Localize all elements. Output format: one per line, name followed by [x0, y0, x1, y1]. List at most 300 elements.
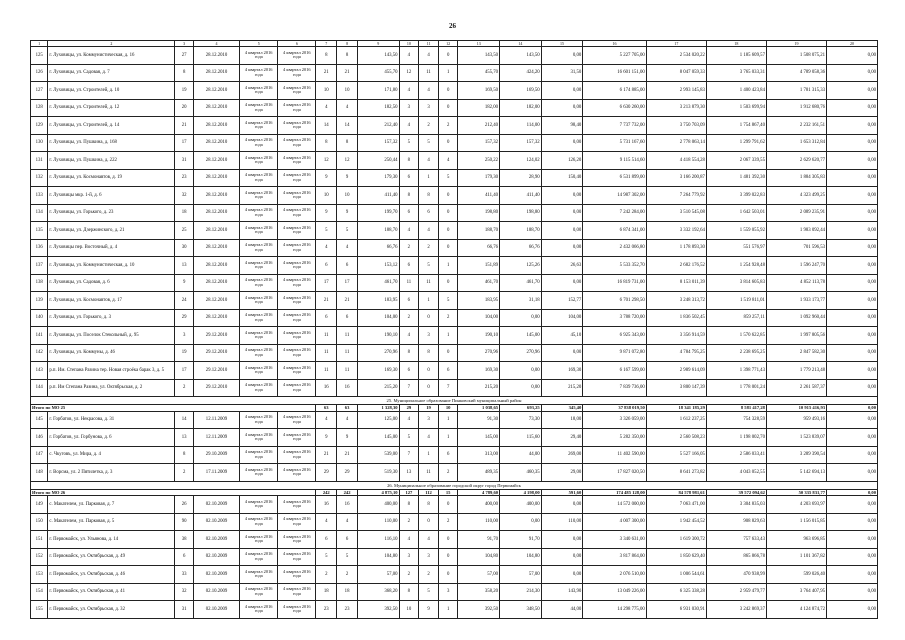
table-cell: 02.10.2009	[193, 583, 239, 601]
table-cell: 9	[337, 204, 358, 222]
table-cell: 8	[399, 187, 419, 205]
table-cell: 0,00	[827, 362, 878, 380]
address-cell: г. Луховицы мкр. 1-й, д. 6	[48, 187, 175, 205]
table-cell: 4 007 300,00	[583, 513, 647, 531]
table-cell: 2 560 508,23	[646, 429, 706, 447]
table-cell: 5	[419, 134, 439, 152]
table-cell: 143,50	[357, 47, 399, 65]
table-cell: 0,00	[827, 274, 878, 292]
table-cell: 4 квартал 2016 года	[240, 446, 278, 464]
table-cell: 8	[419, 187, 439, 205]
table-cell: 0,00	[827, 169, 878, 187]
column-number-cell: 8	[337, 41, 358, 47]
subtotal-cell: 10	[438, 405, 458, 412]
table-cell: 3	[438, 583, 458, 601]
column-number-cell: 7	[316, 41, 337, 47]
table-cell: 21	[316, 292, 337, 310]
table-cell: 125	[31, 47, 48, 65]
table-cell: 0,00	[500, 379, 542, 397]
table-cell: 134	[31, 204, 48, 222]
table-row	[31, 274, 878, 292]
table-cell: 6	[175, 548, 193, 566]
column-number-cell: 14	[500, 41, 542, 47]
table-cell: 1	[438, 64, 458, 82]
table-cell: 4 квартал 2016 года	[240, 64, 278, 82]
table-cell: 4 квартал 2016 года	[240, 169, 278, 187]
table-cell: 169,50	[500, 82, 542, 100]
table-cell: 5	[419, 257, 439, 275]
address-cell: с. Макателем, ул. Парковая, д. 7	[48, 496, 175, 514]
table-cell: 0,00	[827, 379, 878, 397]
table-cell: 757 633,43	[706, 531, 766, 549]
table-cell: 8	[316, 47, 337, 65]
subtotal-cell: 18 341 185,29	[646, 405, 706, 412]
table-cell: 149	[31, 496, 48, 514]
table-cell: 3 788 720,00	[583, 309, 647, 327]
table-cell: 4 квартал 2016 года	[240, 309, 278, 327]
table-cell: 5	[337, 548, 358, 566]
table-cell: 0	[438, 239, 458, 257]
table-cell: 0,00	[827, 152, 878, 170]
table-cell: 150,40	[541, 169, 583, 187]
table-row	[31, 152, 878, 170]
table-cell: 18	[175, 204, 193, 222]
table-cell: 4 квартал 2016 года	[240, 239, 278, 257]
table-cell: 1 508 075,21	[766, 47, 826, 65]
table-cell: 7 242 284,00	[583, 204, 647, 222]
table-cell: 141	[31, 327, 48, 345]
table-cell: 4 418 554,28	[646, 152, 706, 170]
table-cell: 0,00	[827, 117, 878, 135]
table-cell: 17 827 020,50	[583, 464, 647, 482]
table-cell: 0,00	[541, 344, 583, 362]
table-cell: 151,89	[458, 257, 500, 275]
table-cell: 8	[399, 152, 419, 170]
table-cell: 19	[175, 344, 193, 362]
table-cell: 8 047 059,33	[646, 64, 706, 82]
table-cell: 4 квартал 2016 года	[278, 379, 316, 397]
table-cell: 91,30	[458, 411, 500, 429]
table-cell: 4 квартал 2016 года	[278, 583, 316, 601]
table-cell: 28.12.2010	[193, 99, 239, 117]
table-cell: 0	[438, 134, 458, 152]
table-row	[31, 583, 878, 601]
table-cell: 29	[316, 464, 337, 482]
table-cell: 38	[175, 531, 193, 549]
table-cell: 7 063 471,00	[646, 496, 706, 514]
table-cell: 4 квартал 2016 года	[278, 274, 316, 292]
table-cell: 2 232 161,51	[766, 117, 826, 135]
table-cell: 400,00	[357, 496, 399, 514]
table-cell: 57,00	[357, 566, 399, 584]
table-cell: 0	[438, 531, 458, 549]
table-cell: 4 квартал 2016 года	[278, 257, 316, 275]
table-cell: 4 323 499,25	[766, 187, 826, 205]
table-cell: 18	[337, 583, 358, 601]
table-cell: 11	[337, 344, 358, 362]
table-cell: 0	[419, 309, 439, 327]
table-cell: 4 квартал 2016 года	[278, 152, 316, 170]
register-table	[30, 40, 878, 619]
table-cell: 145	[31, 411, 48, 429]
table-row	[31, 222, 878, 240]
table-cell: 4 квартал 2016 года	[240, 464, 278, 482]
table-cell: 169,30	[458, 362, 500, 380]
table-cell: 1 884 305,83	[766, 169, 826, 187]
table-row	[31, 601, 878, 619]
address-cell: с. Чкуговъ, ул. Мира, д. 4	[48, 446, 175, 464]
table-row	[31, 548, 878, 566]
table-cell: 2 847 582,30	[766, 344, 826, 362]
subtotal-cell: 693,25	[500, 405, 542, 412]
table-cell: 4	[399, 47, 419, 65]
table-row	[31, 446, 878, 464]
table-cell: 12.11.2009	[193, 411, 239, 429]
table-row	[31, 531, 878, 549]
table-cell: 11	[337, 362, 358, 380]
table-row	[31, 362, 878, 380]
table-cell: 190,10	[357, 327, 399, 345]
table-cell: 0,00	[827, 496, 878, 514]
table-cell: 6 174 885,00	[583, 82, 647, 100]
table-cell: 5	[316, 548, 337, 566]
table-cell: 1	[438, 257, 458, 275]
section-heading: 25. Муниципальное образование Пинковский муниципальный район	[31, 397, 878, 405]
column-number-cell: 13	[458, 41, 500, 47]
table-cell: 9	[337, 429, 358, 447]
table-cell: 519,30	[357, 464, 399, 482]
address-cell: с. Макателем, ул. Парковая, д. 5	[48, 513, 175, 531]
table-cell: 1 596 247,70	[766, 257, 826, 275]
table-cell: 125,26	[500, 257, 542, 275]
table-cell: 599 026,40	[766, 566, 826, 584]
subtotal-cell: 29	[399, 405, 419, 412]
table-cell: 132	[31, 169, 48, 187]
address-cell: г. Луховицы, ул. Строителей, д. 14	[48, 117, 175, 135]
table-cell: 8 641 273,82	[646, 464, 706, 482]
address-cell: г. Луховицы, ул. Садовая, д. 6	[48, 274, 175, 292]
table-cell: 4 квартал 2016 года	[278, 601, 316, 619]
table-cell: 182,50	[357, 99, 399, 117]
table-cell: 4 квартал 2016 года	[278, 344, 316, 362]
column-number-cell: 19	[766, 41, 826, 47]
table-cell: 14 987 302,00	[583, 187, 647, 205]
table-cell: 14 572 000,00	[583, 496, 647, 514]
table-cell: 188,70	[357, 222, 399, 240]
column-number-cell: 15	[541, 41, 583, 47]
table-cell: 865 866,78	[706, 548, 766, 566]
table-cell: 126,20	[541, 152, 583, 170]
table-cell: 2	[175, 379, 193, 397]
table-cell: 1 398 771,43	[706, 362, 766, 380]
table-cell: 171,80	[357, 82, 399, 100]
table-cell: 11	[316, 327, 337, 345]
table-cell: 470 938,99	[706, 566, 766, 584]
table-cell: 31	[175, 152, 193, 170]
table-cell: 4 квартал 2016 года	[278, 464, 316, 482]
table-cell: 9	[337, 169, 358, 187]
table-cell: 0	[438, 496, 458, 514]
table-cell: 28.12.2010	[193, 292, 239, 310]
table-cell: 0,00	[827, 344, 878, 362]
table-cell: 127	[31, 82, 48, 100]
table-cell: 33	[175, 566, 193, 584]
table-cell: 392,50	[357, 601, 399, 619]
table-cell: 4 квартал 2016 года	[240, 82, 278, 100]
table-cell: 183,95	[357, 292, 399, 310]
table-cell: 3	[175, 327, 193, 345]
table-cell: 14	[337, 117, 358, 135]
table-cell: 8	[399, 344, 419, 362]
section-heading: 26. Муниципальное образование городской округ город Первомайск	[31, 481, 878, 489]
subtotal-cell: 242	[316, 489, 337, 496]
address-cell: г. Луховицы, ул. Дзержинского, д. 21	[48, 222, 175, 240]
table-cell: 21	[316, 446, 337, 464]
table-cell: 13	[399, 464, 419, 482]
table-cell: 0,00	[541, 548, 583, 566]
table-cell: 143	[31, 362, 48, 380]
table-cell: 145,00	[500, 327, 542, 345]
table-cell: 44,00	[541, 601, 583, 619]
table-cell: 2	[399, 513, 419, 531]
address-cell: г. Первомайск, ул. Октябрьская, д. 41	[48, 583, 175, 601]
table-cell: 0,00	[827, 134, 878, 152]
subtotal-cell: 4 875,10	[357, 489, 399, 496]
table-cell: 23	[175, 169, 193, 187]
subtotal-cell: 37 838 019,50	[583, 405, 647, 412]
table-cell: 0,00	[827, 99, 878, 117]
table-cell: 0,00	[827, 531, 878, 549]
table-cell: 25	[175, 222, 193, 240]
table-cell: 150	[31, 513, 48, 531]
table-cell: 959 493,16	[766, 411, 826, 429]
table-cell: 2	[438, 464, 458, 482]
table-cell: 125,00	[357, 411, 399, 429]
table-cell: 2 067 339,55	[706, 152, 766, 170]
table-cell: 9 871 072,80	[583, 344, 647, 362]
column-number-cell: 16	[583, 41, 647, 47]
table-cell: 2 629 620,77	[766, 152, 826, 170]
table-cell: 4	[399, 82, 419, 100]
table-cell: 4 043 052,55	[706, 464, 766, 482]
table-cell: 0,00	[541, 82, 583, 100]
table-cell: 460,35	[500, 464, 542, 482]
table-cell: 0,00	[541, 531, 583, 549]
table-cell: 1 559 055,92	[706, 222, 766, 240]
table-cell: 7 737 732,00	[583, 117, 647, 135]
table-cell: 0,00	[541, 187, 583, 205]
table-cell: 11	[399, 274, 419, 292]
table-cell: 151	[31, 531, 48, 549]
table-cell: 4 квартал 2016 года	[240, 222, 278, 240]
table-cell: 1 006 544,61	[646, 566, 706, 584]
table-cell: 11	[419, 274, 439, 292]
table-cell: 16 601 151,00	[583, 64, 647, 82]
address-cell: г. Луховицы пер. Восточный, д. 4	[48, 239, 175, 257]
table-cell: 29.10.2009	[193, 446, 239, 464]
table-cell: 23	[316, 601, 337, 619]
table-cell: 4 квартал 2016 года	[240, 187, 278, 205]
table-cell: 4	[316, 513, 337, 531]
table-cell: 0,00	[827, 464, 878, 482]
address-cell: г. Ворсма, ул. 2 Пятилетка, д. 3	[48, 464, 175, 482]
table-cell: 104,80	[458, 548, 500, 566]
table-cell: 0,00	[827, 239, 878, 257]
table-cell: 31	[175, 601, 193, 619]
table-cell: 0	[438, 99, 458, 117]
address-cell: г. Луховицы, ул. Пушкина, д. 168	[48, 134, 175, 152]
table-cell: 754 328,59	[706, 411, 766, 429]
table-cell: 1	[419, 446, 439, 464]
table-cell: 2	[399, 239, 419, 257]
table-cell: 3	[399, 99, 419, 117]
table-cell: 368,20	[357, 583, 399, 601]
table-cell: 4	[316, 411, 337, 429]
table-cell: 0	[419, 362, 439, 380]
table-cell: 57,00	[458, 566, 500, 584]
table-cell: 0,00	[541, 134, 583, 152]
table-cell: 4 квартал 2016 года	[240, 274, 278, 292]
table-cell: 179,30	[357, 169, 399, 187]
table-cell: 4	[419, 429, 439, 447]
table-cell: 24	[175, 292, 193, 310]
table-cell: 11	[419, 464, 439, 482]
table-cell: 0	[438, 47, 458, 65]
table-cell: 1	[438, 601, 458, 619]
subtotal-cell: 1 328,30	[357, 405, 399, 412]
table-cell: 4 квартал 2016 года	[278, 327, 316, 345]
table-cell: 3	[419, 99, 439, 117]
table-cell: 32	[175, 583, 193, 601]
table-cell: 4 квартал 2016 года	[278, 362, 316, 380]
table-cell: 4 квартал 2016 года	[240, 47, 278, 65]
table-cell: 114,00	[500, 117, 542, 135]
table-cell: 0,00	[827, 47, 878, 65]
table-cell: 4	[337, 239, 358, 257]
table-cell: 1 619 300,72	[646, 531, 706, 549]
table-cell: 12	[337, 152, 358, 170]
table-cell: 3 332 192,64	[646, 222, 706, 240]
table-cell: 6 874 341,00	[583, 222, 647, 240]
table-cell: 190,10	[458, 327, 500, 345]
table-cell: 2	[419, 566, 439, 584]
table-cell: 157,32	[458, 134, 500, 152]
table-cell: 1 254 928,48	[706, 257, 766, 275]
table-cell: 5	[337, 222, 358, 240]
table-cell: 16	[316, 496, 337, 514]
table-cell: 7	[399, 446, 419, 464]
table-cell: 270,96	[500, 344, 542, 362]
table-cell: 2	[399, 309, 419, 327]
table-cell: 4 квартал 2016 года	[240, 344, 278, 362]
table-cell: 4 203 693,97	[766, 496, 826, 514]
table-cell: 6 931 030,91	[646, 601, 706, 619]
subtotal-cell: 0,00	[827, 489, 878, 496]
table-cell: 8	[399, 583, 419, 601]
table-cell: 104,00	[357, 309, 399, 327]
table-cell: 3 510 545,08	[646, 204, 706, 222]
table-cell: 4 789 058,36	[766, 64, 826, 82]
table-cell: 2	[419, 117, 439, 135]
table-cell: 4	[399, 531, 419, 549]
subtotal-cell: 50 335 831,77	[766, 489, 826, 496]
table-cell: 400,00	[458, 496, 500, 514]
subtotal-cell: 39 572 094,62	[706, 489, 766, 496]
table-cell: 3	[399, 548, 419, 566]
address-cell: г. Луховицы, ул. Космонавтов, д. 17	[48, 292, 175, 310]
table-cell: 4 квартал 2016 года	[278, 82, 316, 100]
table-cell: 198,80	[500, 204, 542, 222]
table-cell: 4 квартал 2016 года	[240, 362, 278, 380]
table-cell: 0,00	[827, 566, 878, 584]
table-cell: 11	[337, 327, 358, 345]
table-row	[31, 64, 878, 82]
table-cell: 17.11.2009	[193, 464, 239, 482]
table-cell: 28.12.2010	[193, 117, 239, 135]
table-row	[31, 117, 878, 135]
table-cell: 2 238 695,25	[706, 344, 766, 362]
table-cell: 28.12.2010	[193, 47, 239, 65]
table-cell: 2	[438, 309, 458, 327]
table-cell: 212,40	[357, 117, 399, 135]
table-cell: 138	[31, 274, 48, 292]
table-cell: 2	[175, 464, 193, 482]
table-cell: 4	[337, 411, 358, 429]
table-cell: 5	[438, 292, 458, 310]
table-cell: 11	[316, 362, 337, 380]
table-cell: 6	[399, 204, 419, 222]
table-cell: 0	[438, 344, 458, 362]
table-cell: 147	[31, 446, 48, 464]
table-cell: 29.12.2010	[193, 379, 239, 397]
table-cell: 1 942 454,52	[646, 513, 706, 531]
table-cell: 3 750 703,09	[646, 117, 706, 135]
table-cell: 0	[438, 548, 458, 566]
table-cell: 1 178 893,30	[646, 239, 706, 257]
table-cell: 6	[316, 257, 337, 275]
table-cell: 6 630 260,00	[583, 99, 647, 117]
table-cell: 4	[419, 152, 439, 170]
table-cell: 0,00	[827, 222, 878, 240]
table-cell: 16	[337, 379, 358, 397]
table-cell: 115,60	[500, 429, 542, 447]
table-cell: 145,00	[458, 429, 500, 447]
table-cell: 6	[399, 292, 419, 310]
table-cell: 400,00	[500, 496, 542, 514]
table-cell: 23	[337, 601, 358, 619]
table-cell: 31,18	[500, 292, 542, 310]
table-cell: 4	[316, 99, 337, 117]
subtotal-cell: 19	[419, 405, 439, 412]
table-cell: 116,10	[357, 531, 399, 549]
table-cell: 4 квартал 2016 года	[278, 134, 316, 152]
table-cell: 4 квартал 2016 года	[240, 496, 278, 514]
subtotal-cell: 242	[337, 489, 358, 496]
table-cell: 3 800 147,39	[646, 379, 706, 397]
table-cell: 0,00	[541, 274, 583, 292]
table-cell: 214,30	[500, 583, 542, 601]
table-cell: 44,00	[500, 446, 542, 464]
table-cell: 5	[316, 222, 337, 240]
column-number-cell: 2	[48, 41, 175, 47]
table-cell: 4	[399, 411, 419, 429]
address-cell: г. Первомайск, ул. Октябрьская, д. 46	[48, 566, 175, 584]
table-cell: 0,00	[827, 309, 878, 327]
table-cell: 135	[31, 222, 48, 240]
table-cell: 2	[399, 566, 419, 584]
table-cell: 3 765 033,31	[706, 64, 766, 82]
table-cell: 539,00	[357, 446, 399, 464]
